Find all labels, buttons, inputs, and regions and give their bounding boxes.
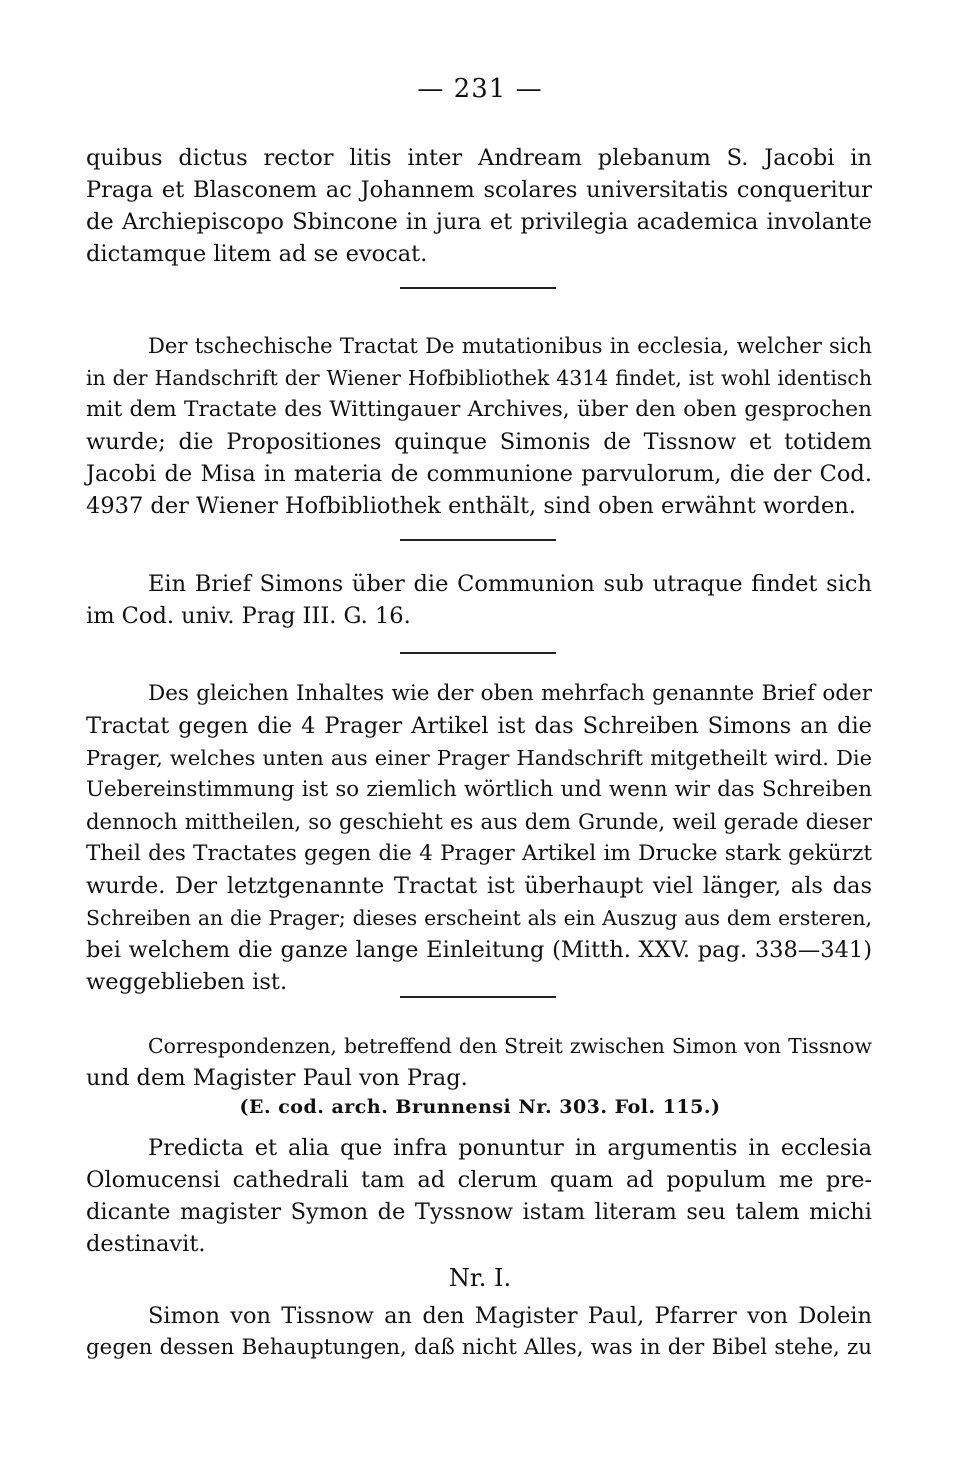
text-line: wurde; die Propositiones quinque Simonis de Tissnow et totidem	[86, 429, 872, 455]
section-number-heading: Nr. I.	[448, 1264, 512, 1292]
section-divider	[400, 539, 556, 541]
text-line: dictamque litem ad se evocat.	[86, 241, 428, 267]
text-line: quibus dictus rector litis inter Andream plebanum S. Jacobi in	[86, 145, 872, 171]
brief-paragraph	[86, 568, 872, 632]
inhalt-paragraph	[86, 678, 872, 998]
text-line: weggeblieben ist.	[86, 969, 288, 995]
text-line: Prager, welches unten aus einer Prager Handschrift mitgetheilt wird. Die	[86, 746, 872, 770]
latin-intro-paragraph	[86, 142, 872, 270]
text-line: Simon von Tissnow an den Magister Paul, Pfarrer von Dolein	[148, 1303, 872, 1329]
text-line: Olomucensi cathedrali tam ad clerum quam ad populum me pre-	[86, 1167, 872, 1193]
section-divider	[400, 996, 556, 998]
text-line: Predicta et alia que infra ponuntur in argumentis in ecclesia	[148, 1135, 872, 1161]
text-line: Der tschechische Tractat De mutationibus in ecclesia, welcher sich	[148, 333, 872, 358]
text-line: 4937 der Wiener Hofbibliothek enthält, sind oben erwähnt worden.	[86, 493, 856, 519]
source-citation: (E. cod. arch. Brunnensi Nr. 303. Fol. 115.)	[239, 1096, 721, 1118]
text-line: wurde. Der letztgenannte Tractat ist überhaupt viel länger, als das	[86, 873, 872, 899]
text-line: Jacobi de Misa in materia de communione parvulorum, die der Cod.	[86, 461, 872, 487]
text-line: mit dem Tractate des Wittingauer Archives, über den oben gesprochen	[86, 397, 872, 422]
text-line: gegen dessen Behauptungen, daß nicht Alles, was in der Bibel stehe, zu	[86, 1335, 872, 1360]
simon-paragraph	[86, 1300, 872, 1364]
text-line: Theil des Tractates gegen die 4 Prager Artikel im Drucke stark gekürzt	[86, 841, 872, 866]
text-line: in der Handschrift der Wiener Hofbibliothek 4314 findet, ist wohl identisch	[86, 366, 872, 390]
section-divider	[400, 652, 556, 654]
text-line: de Archiepiscopo Sbincone in jura et privilegia academica involante	[86, 209, 872, 235]
text-line: dicante magister Symon de Tyssnow istam literam seu talem michi	[86, 1199, 872, 1225]
text-line: Ein Brief Simons über die Communion sub utraque findet sich	[148, 571, 872, 597]
text-line: destinavit.	[86, 1231, 206, 1257]
text-line: Schreiben an die Prager; dieses erscheint als ein Auszug aus dem ersteren,	[86, 906, 872, 930]
text-line: und dem Magister Paul von Prag.	[86, 1065, 468, 1091]
tractat-paragraph	[86, 330, 872, 522]
predicta-paragraph	[86, 1132, 872, 1260]
text-line: im Cod. univ. Prag III. G. 16.	[86, 603, 411, 629]
text-line: dennoch mittheilen, so geschieht es aus dem Grunde, weil gerade dieser	[86, 809, 872, 834]
text-line: Tractat gegen die 4 Prager Artikel ist das Schreiben Simons an die	[86, 713, 872, 739]
text-line: Des gleichen Inhaltes wie der oben mehrfach genannte Brief oder	[148, 681, 872, 706]
text-line: Uebereinstimmung ist so ziemlich wörtlich und wenn wir das Schreiben	[86, 777, 872, 802]
section-divider	[400, 287, 556, 289]
correspondence-heading	[86, 1030, 872, 1094]
text-line: Praga et Blasconem ac Johannem scolares universitatis conqueritur	[86, 177, 872, 203]
text-line: Correspondenzen, betreffend den Streit zwischen Simon von Tissnow	[148, 1034, 872, 1058]
page-number: — 231 —	[417, 74, 543, 104]
text-line: bei welchem die ganze lange Einleitung (Mitth. XXV. pag. 338—341)	[86, 937, 872, 963]
